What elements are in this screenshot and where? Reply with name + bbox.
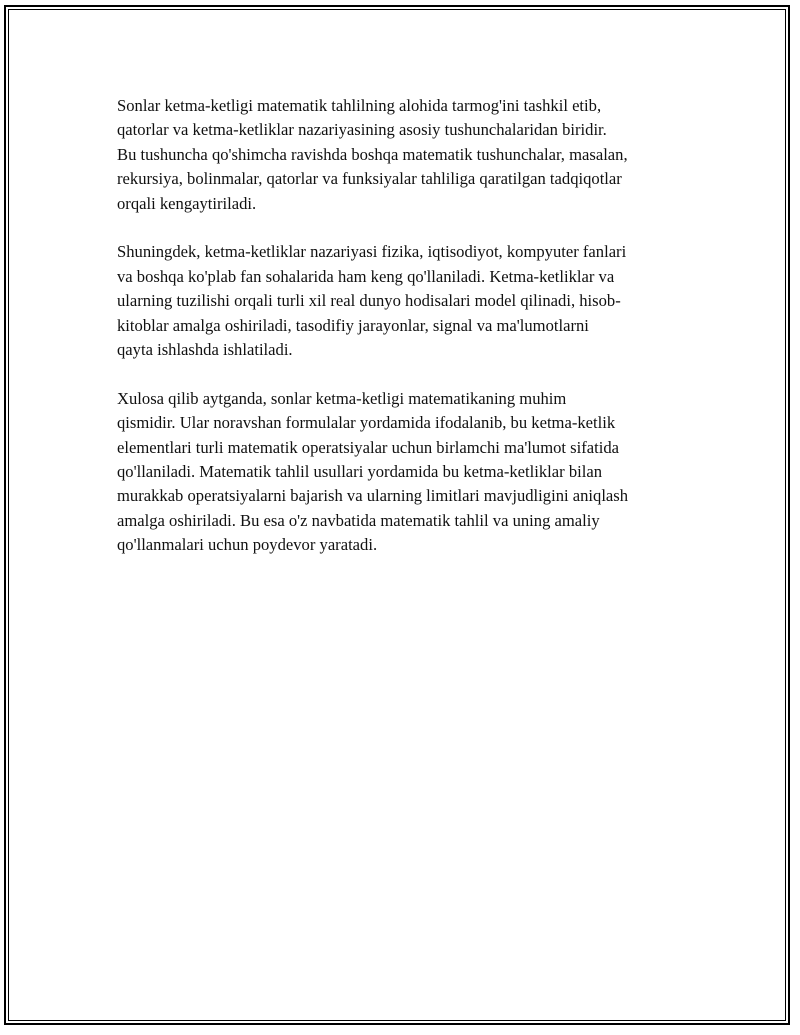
text-line: va boshqa ko'plab fan sohalarida ham keng qo'llaniladi. Ketma-ketliklar va — [117, 266, 615, 286]
text-line: amalga oshiriladi. Bu esa o'z navbatida matematik tahlil va uning amaliy — [117, 510, 600, 530]
paragraph-1 — [117, 94, 697, 216]
text-line: qismidir. Ular noravshan formulalar yordamida ifodalanib, bu ketma-ketlik — [117, 413, 616, 433]
text-line: qayta ishlashda ishlatiladi. — [117, 340, 293, 360]
text-line: elementlari turli matematik operatsiyalar uchun birlamchi ma'lumot sifatida — [117, 437, 620, 457]
text-line: Xulosa qilib aytganda, sonlar ketma-ketligi matematikaning muhim — [117, 388, 567, 408]
text-line: murakkab operatsiyalarni bajarish va ularning limitlari mavjudligini aniqlash — [117, 486, 629, 506]
document-body — [117, 94, 697, 582]
text-line: kitoblar amalga oshiriladi, tasodifiy jarayonlar, signal va ma'lumotlarni — [117, 315, 589, 335]
text-line: qatorlar va ketma-ketliklar nazariyasining asosiy tushunchalaridan biridir. — [117, 120, 607, 140]
text-line: Shuningdek, ketma-ketliklar nazariyasi fizika, iqtisodiyot, kompyuter fanlari — [117, 242, 627, 262]
text-line: qo'llaniladi. Matematik tahlil usullari yordamida bu ketma-ketliklar bilan — [117, 462, 603, 482]
text-line: Bu tushuncha qo'shimcha ravishda boshqa matematik tushunchalar, masalan, — [117, 144, 628, 164]
text-line: ularning tuzilishi orqali turli xil real dunyo hodisalari model qilinadi, hisob- — [117, 291, 621, 311]
text-line: orqali kengaytiriladi. — [117, 193, 257, 213]
text-line: qo'llanmalari uchun poydevor yaratadi. — [117, 535, 378, 555]
paragraph-3 — [117, 387, 697, 558]
text-line: rekursiya, bolinmalar, qatorlar va funksiyalar tahliliga qaratilgan tadqiqotlar — [117, 169, 622, 189]
text-line: Sonlar ketma-ketligi matematik tahlilning alohida tarmog'ini tashkil etib, — [117, 96, 602, 115]
paragraph-2 — [117, 240, 697, 362]
